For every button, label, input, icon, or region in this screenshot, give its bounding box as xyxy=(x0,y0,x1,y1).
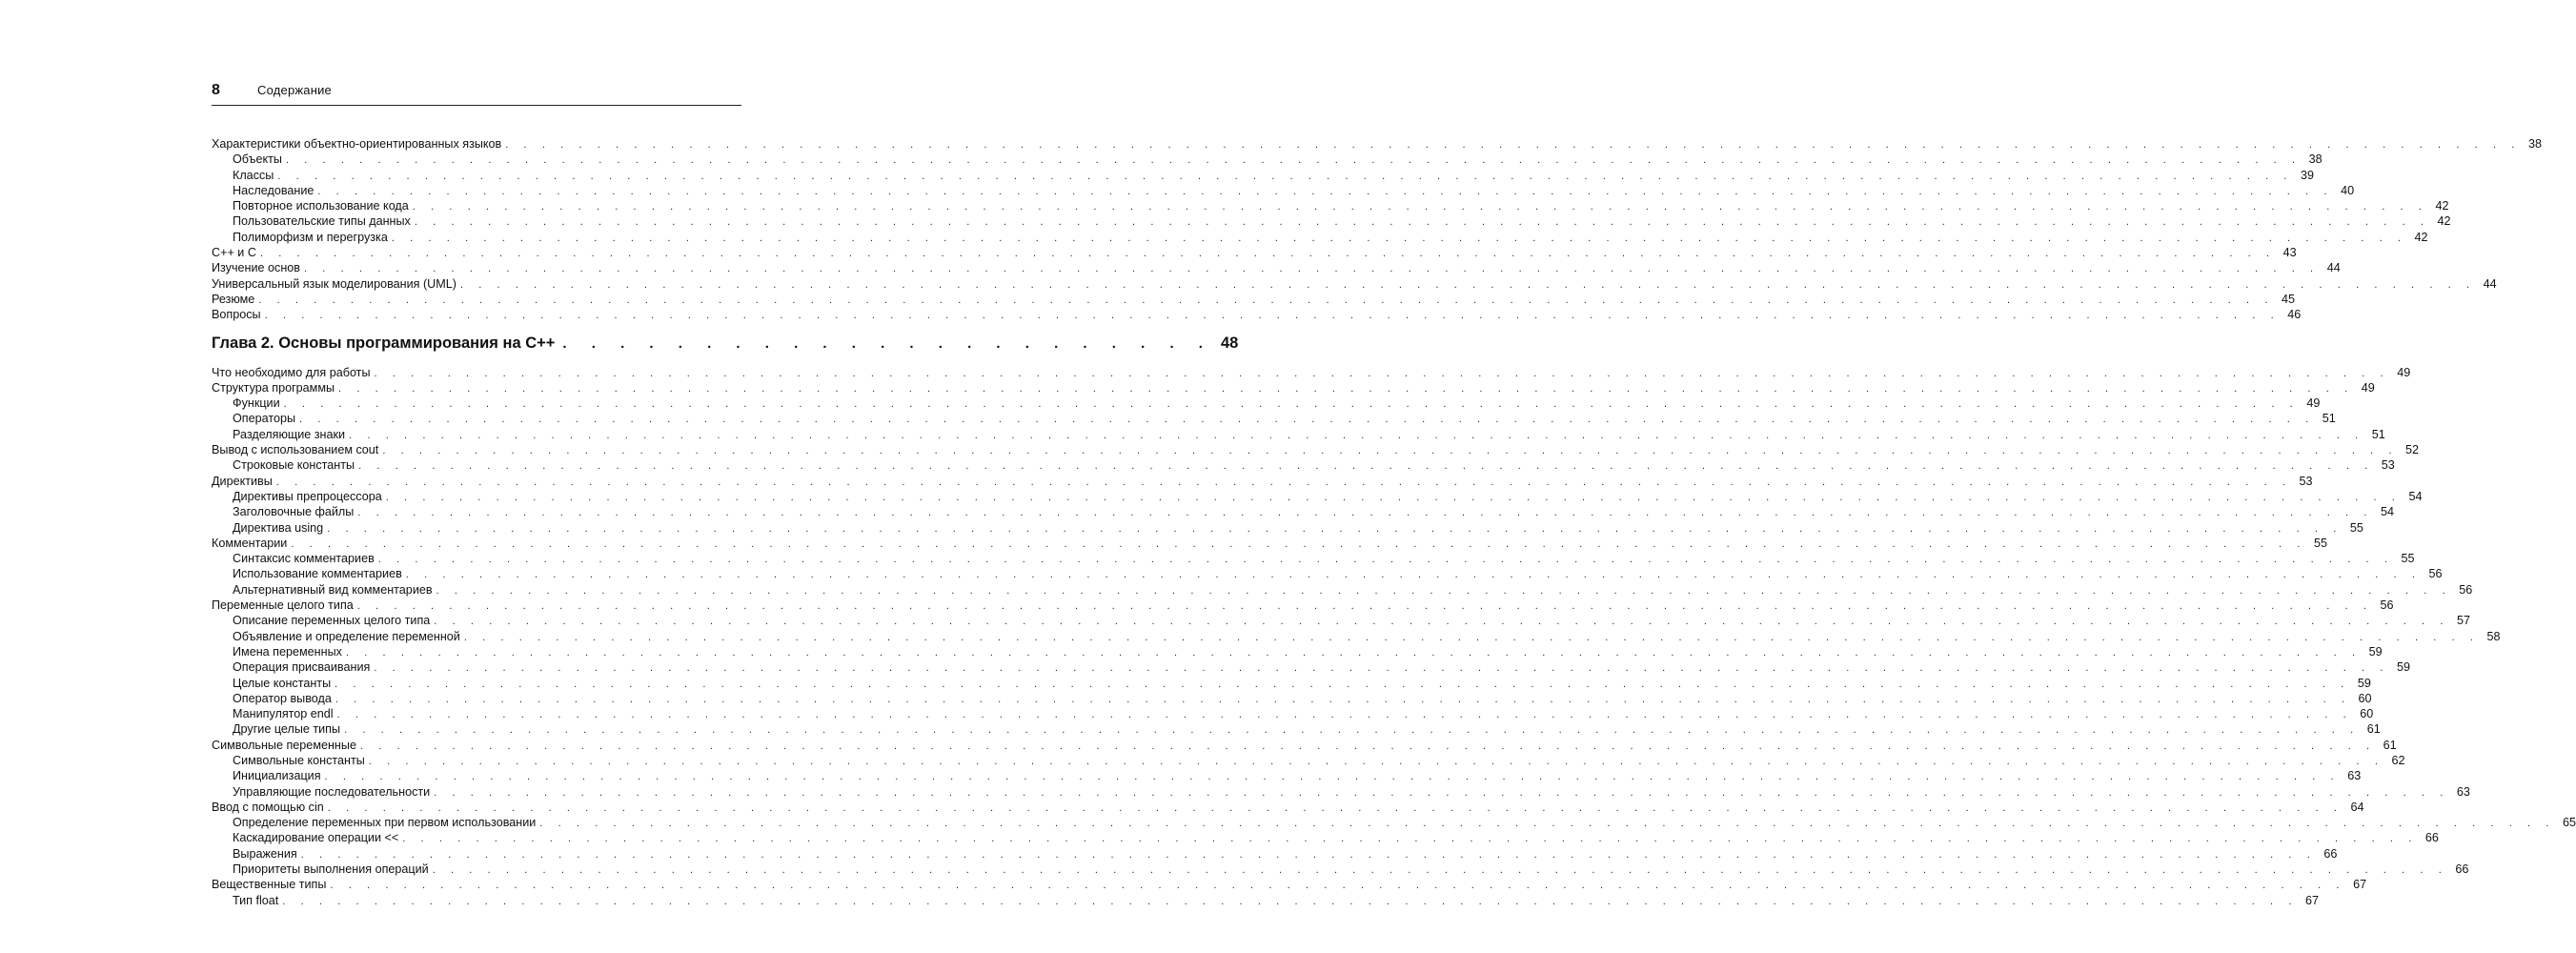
toc-entry xyxy=(212,784,2470,800)
toc-entry-label: Символьные переменные xyxy=(212,738,356,752)
toc-entry-page: 49 xyxy=(2397,365,2411,379)
toc-entry xyxy=(212,380,2375,395)
toc-entry-label: Структура программы xyxy=(212,380,335,395)
toc-entry-label: С++ и С xyxy=(212,246,256,260)
toc-entry-page: 56 xyxy=(2459,582,2473,597)
toc-leader-dots: . . . . . . . . . . . . . . . . . . . . . . . . . . . . . . . . . . . . . . . . . . . . . . . . . . . . . . . . . . . . . . . . . . . . . . . . . . . . . . . . . . . . . . . . . . . . . . . . . . . . . . . . . . . . . . xyxy=(432,864,2448,877)
toc-entry-page: 66 xyxy=(2455,862,2469,877)
toc-entry xyxy=(212,862,2469,877)
toc-entry-label: Ввод с помощью cin xyxy=(212,800,324,814)
toc-entry-page: 42 xyxy=(2435,199,2449,213)
toc-entry xyxy=(212,815,2576,830)
toc-leader-dots: . . . . . . . . . . . . . . . . . . . . . . . . . . . . . . . . . . . . . . . . . . . . . . . . . . . . . . . . . . . . . . . . . . . . . . . . . . . . . . . . . . . . . . . . . . . . . . . . . . . . . . . . . . . . . . xyxy=(277,170,2294,182)
running-title: Содержание xyxy=(257,83,332,97)
toc-entry-label: Объекты xyxy=(233,152,282,167)
toc-entry xyxy=(212,536,2328,551)
toc-entry-page: 44 xyxy=(2483,276,2497,291)
toc-entry-page: 38 xyxy=(2308,152,2322,167)
toc-entry-label: Комментарии xyxy=(212,536,288,550)
toc-section-after xyxy=(212,365,2576,908)
toc-leader-dots: . . . . . . . . . . . . . . . . . . . . . . . . . . . . . . . . . . . . . . . . . . . . . . . . . . . . . . . . . . . . . . . . . . . . . . . . . . . . . . . . . . . . . . . . . . . . . . . . . . . . . . . . . . . . . . xyxy=(291,537,2307,550)
toc-entry-page: 44 xyxy=(2326,261,2341,275)
toc-entry xyxy=(212,659,2411,675)
toc-entry xyxy=(212,721,2381,737)
toc-entry-label: Управляющие последовательности xyxy=(233,784,431,799)
toc-entry-label: Изучение основ xyxy=(212,261,300,275)
toc-entry-page: 62 xyxy=(2391,753,2405,767)
toc-entry-page: 59 xyxy=(2368,644,2383,659)
toc-entry xyxy=(212,566,2443,581)
toc-leader-dots: . . . . . . . . . . . . . . . . . . . . . . . . . . . . . . . . . . . . . . . . . . . . . . . . . . . . . . . . . . . . . . . . . . . . . . . . . . . . . . . . . . . . . . . . . . . . . . . . . . . . . . . . . . . . . . xyxy=(264,310,2281,322)
toc-entry xyxy=(212,230,2428,245)
chapter-heading xyxy=(212,334,1239,355)
toc-entry-label: Целые константы xyxy=(233,676,332,690)
toc-entry-label: Строковые константы xyxy=(233,458,355,473)
toc-entry-label: Каскадирование операции << xyxy=(233,831,399,845)
toc-entry xyxy=(212,276,2497,292)
toc-entry xyxy=(212,768,2362,783)
toc-entry xyxy=(212,260,2341,275)
toc-entry-page: 66 xyxy=(2424,831,2439,845)
toc-entry xyxy=(212,168,2315,183)
toc-entry-label: Определение переменных при первом использовании xyxy=(233,816,537,830)
toc-leader-dots: . . . . . . . . . . . . . . . . . . . . . . . . . . . . . . . . . . . . . . . . . . . . . . . . . . . . . . . . . . . . . . . . . . . . . . . . . . . . . . . . . . . . . . . . . . . . . . . . . . . . . . . . . . . . . . xyxy=(357,507,2373,519)
toc-leader-dots: . . . . . . . . . . . . . . . . . . . . . . . . . . . . . . . . . . . . . . . . . . . . . . . . . . . . . . . . . . . . . . . . . . . . . . . . . . . . . . . . . . . . . . . . . . . . . . . . . . . . . . . . . . . . . . xyxy=(463,631,2480,643)
toc-entry-page: 51 xyxy=(2371,427,2385,441)
toc-entry xyxy=(212,582,2473,598)
toc-entry-label: Универсальный язык моделирования (UML) xyxy=(212,276,456,291)
toc-entry-label: Операторы xyxy=(233,412,296,426)
toc-entry-page: 64 xyxy=(2350,800,2364,814)
toc-entry-label: Выражения xyxy=(233,846,297,861)
toc-leader-dots: . . . . . . . . . . . . . . . . . . . . . . . . . . . . . . . . . . . . . . . . . . . . . . . . . . . . . . . . . . . . . . . . . . . . . . . . . . . . . . . . . . . . . . . . . . . . . . . . . . . . . . . . . . . . . . xyxy=(436,584,2452,597)
table-of-contents xyxy=(212,136,2576,908)
toc-entry-page: 61 xyxy=(2366,722,2381,737)
toc-entry xyxy=(212,738,2397,753)
toc-entry-label: Заголовочные файлы xyxy=(233,505,355,519)
toc-entry-page: 39 xyxy=(2301,168,2315,182)
toc-entry-page: 55 xyxy=(2314,536,2328,550)
toc-entry-page: 59 xyxy=(2397,660,2411,675)
toc-entry xyxy=(212,629,2501,644)
book-page xyxy=(212,82,2576,908)
toc-leader-dots: . . . . . . . . . . . . . . . . . . . . . . . . . . . . . . . . . . . . . . . . . . . . . . . . . . . . . . . . . . . . . . . . . . . . . . . . . . . . . . . . . . . . . . . . . . . . . . . . . . . . . . . . . . . . . . xyxy=(385,491,2402,503)
toc-leader-dots: . . . . . . . . . . . . . . . . . . . . . . . . . . . . . . . . . . . . . . . . . . . . . . . . . . . . . . . . . . . . . . . . . . . . . . . . . . . . . . . . . . . . . . . . . . . . . . . . . . . . . . . . . . . . . . xyxy=(414,216,2430,229)
toc-entry-page: 46 xyxy=(2287,308,2302,322)
toc-entry-page: 58 xyxy=(2486,629,2501,643)
toc-entry-page: 60 xyxy=(2358,691,2372,705)
toc-entry xyxy=(212,474,2313,489)
toc-leader-dots: . . . . . . . . . . . . . . . . . . . . . . . . . . . . . . . . . . . . . . . . . . . . . . . . . . . . . . . . . . . . . . . . . . . . . . . . . . . . . . . . . . . . . . . . . . . . . . . . . . . . . . . . . . . . . . xyxy=(327,522,2343,535)
toc-entry-label: Резюме xyxy=(212,292,255,306)
toc-entry xyxy=(212,504,2394,519)
toc-entry-page: 61 xyxy=(2383,738,2397,752)
toc-entry-label: Использование комментариев xyxy=(233,567,402,581)
toc-entry-page: 45 xyxy=(2282,292,2296,306)
toc-entry-page: 54 xyxy=(2408,489,2423,503)
toc-entry xyxy=(212,198,2449,213)
toc-entry-label: Директивы препроцессора xyxy=(233,489,382,503)
toc-entry xyxy=(212,457,2395,473)
toc-entry-page: 56 xyxy=(2380,598,2394,613)
toc-entry xyxy=(212,893,2319,908)
chapter-leader: . . . . . . . . . . . . . . . . . . . . . . . xyxy=(562,335,1213,352)
toc-entry-page: 38 xyxy=(2527,137,2542,151)
toc-entry xyxy=(212,213,2451,229)
toc-entry-label: Характеристики объектно-ориентированных языков xyxy=(212,137,502,151)
toc-entry-label: Вопросы xyxy=(212,308,261,322)
toc-leader-dots: . . . . . . . . . . . . . . . . . . . . . . . . . . . . . . . . . . . . . . . . . . . . . . . . . . . . . . . . . . . . . . . . . . . . . . . . . . . . . . . . . . . . . . . . . . . . . . . . . . . . . . . . . . . . . . xyxy=(359,740,2376,752)
toc-leader-dots: . . . . . . . . . . . . . . . . . . . . . . . . . . . . . . . . . . . . . . . . . . . . . . . . . . . . . . . . . . . . . . . . . . . . . . . . . . . . . . . . . . . . . . . . . . . . . . . . . . . . . . . . . . . . . . xyxy=(283,398,2300,411)
toc-entry-page: 63 xyxy=(2456,784,2470,799)
toc-entry-page: 56 xyxy=(2428,567,2443,581)
toc-entry-label: Объявление и определение переменной xyxy=(233,629,460,643)
toc-entry-page: 54 xyxy=(2380,505,2394,519)
toc-entry-label: Оператор вывода xyxy=(233,691,332,705)
toc-leader-dots: . . . . . . . . . . . . . . . . . . . . . . . . . . . . . . . . . . . . . . . . . . . . . . . . . . . . . . . . . . . . . . . . . . . . . . . . . . . . . . . . . . . . . . . . . . . . . . . . . . . . . . . . . . . . . . xyxy=(402,833,2418,845)
toc-entry-label: Тип float xyxy=(233,893,279,907)
toc-entry xyxy=(212,442,2420,457)
toc-leader-dots: . . . . . . . . . . . . . . . . . . . . . . . . . . . . . . . . . . . . . . . . . . . . . . . . . . . . . . . . . . . . . . . . . . . . . . . . . . . . . . . . . . . . . . . . . . . . . . . . . . . . . . . . . . . . . . xyxy=(412,201,2428,213)
toc-entry-page: 66 xyxy=(2323,846,2338,861)
toc-entry xyxy=(212,489,2423,504)
toc-entry-label: Директивы xyxy=(212,474,273,488)
toc-entry-page: 60 xyxy=(2360,707,2374,721)
toc-leader-dots: . . . . . . . . . . . . . . . . . . . . . . . . . . . . . . . . . . . . . . . . . . . . . . . . . . . . . . . . . . . . . . . . . . . . . . . . . . . . . . . . . . . . . . . . . . . . . . . . . . . . . . . . . . . . . . xyxy=(324,771,2341,783)
toc-leader-dots: . . . . . . . . . . . . . . . . . . . . . . . . . . . . . . . . . . . . . . . . . . . . . . . . . . . . . . . . . . . . . . . . . . . . . . . . . . . . . . . . . . . . . . . . . . . . . . . . . . . . . . . . . . . . . . xyxy=(539,818,2555,830)
toc-leader-dots: . . . . . . . . . . . . . . . . . . . . . . . . . . . . . . . . . . . . . . . . . . . . . . . . . . . . . . . . . . . . . . . . . . . . . . . . . . . . . . . . . . . . . . . . . . . . . . . . . . . . . . . . . . . . . . xyxy=(405,569,2422,581)
toc-entry-label: Операция присваивания xyxy=(233,660,371,675)
toc-entry-page: 65 xyxy=(2562,816,2576,830)
toc-entry-label: Переменные целого типа xyxy=(212,598,354,613)
toc-entry xyxy=(212,551,2415,566)
toc-entry xyxy=(212,183,2355,198)
toc-entry-page: 63 xyxy=(2347,769,2362,783)
toc-entry-page: 67 xyxy=(2304,893,2319,907)
toc-entry-label: Инициализация xyxy=(233,769,321,783)
toc-entry-label: Символьные константы xyxy=(233,753,365,767)
toc-entry xyxy=(212,800,2364,815)
toc-entry-page: 59 xyxy=(2357,676,2371,690)
toc-entry-label: Приоритеты выполнения операций xyxy=(233,862,429,877)
toc-leader-dots: . . . . . . . . . . . . . . . . . . . . . . . . . . . . . . . . . . . . . . . . . . . . . . . . . . . . . . . . . . . . . . . . . . . . . . . . . . . . . . . . . . . . . . . . . . . . . . . . . . . . . . . . . . . . . . xyxy=(344,724,2360,737)
toc-entry-page: 53 xyxy=(2381,458,2395,473)
toc-leader-dots: . . . . . . . . . . . . . . . . . . . . . . . . . . . . . . . . . . . . . . . . . . . . . . . . . . . . . . . . . . . . . . . . . . . . . . . . . . . . . . . . . . . . . . . . . . . . . . . . . . . . . . . . . . . . . . xyxy=(358,460,2374,473)
toc-entry xyxy=(212,520,2363,536)
toc-entry-label: Синтаксис комментариев xyxy=(233,552,375,566)
toc-entry xyxy=(212,152,2322,167)
toc-entry-page: 67 xyxy=(2353,878,2367,892)
toc-leader-dots: . . . . . . . . . . . . . . . . . . . . . . . . . . . . . . . . . . . . . . . . . . . . . . . . . . . . . . . . . . . . . . . . . . . . . . . . . . . . . . . . . . . . . . . . . . . . . . . . . . . . . . . . . . . . . . xyxy=(374,367,2390,379)
toc-leader-dots: . . . . . . . . . . . . . . . . . . . . . . . . . . . . . . . . . . . . . . . . . . . . . . . . . . . . . . . . . . . . . . . . . . . . . . . . . . . . . . . . . . . . . . . . . . . . . . . . . . . . . . . . . . . . . . xyxy=(391,232,2407,244)
toc-entry-label: Пользовательские типы данных xyxy=(233,214,411,229)
toc-entry xyxy=(212,292,2296,307)
toc-leader-dots: . . . . . . . . . . . . . . . . . . . . . . . . . . . . . . . . . . . . . . . . . . . . . . . . . . . . . . . . . . . . . . . . . . . . . . . . . . . . . . . . . . . . . . . . . . . . . . . . . . . . . . . . . . . . . . xyxy=(368,755,2384,767)
toc-entry xyxy=(212,427,2385,442)
toc-entry xyxy=(212,411,2336,426)
toc-leader-dots: . . . . . . . . . . . . . . . . . . . . . . . . . . . . . . . . . . . . . . . . . . . . . . . . . . . . . . . . . . . . . . . . . . . . . . . . . . . . . . . . . . . . . . . . . . . . . . . . . . . . . . . . . . . . . . xyxy=(459,278,2476,291)
toc-leader-dots: . . . . . . . . . . . . . . . . . . . . . . . . . . . . . . . . . . . . . . . . . . . . . . . . . . . . . . . . . . . . . . . . . . . . . . . . . . . . . . . . . . . . . . . . . . . . . . . . . . . . . . . . . . . . . . xyxy=(299,414,2315,426)
toc-entry-label: Что необходимо для работы xyxy=(212,365,371,379)
toc-entry-page: 40 xyxy=(2341,183,2355,197)
toc-entry xyxy=(212,706,2374,721)
toc-entry-label: Наследование xyxy=(233,183,314,197)
toc-leader-dots: . . . . . . . . . . . . . . . . . . . . . . . . . . . . . . . . . . . . . . . . . . . . . . . . . . . . . . . . . . . . . . . . . . . . . . . . . . . . . . . . . . . . . . . . . . . . . . . . . . . . . . . . . . . . . . xyxy=(374,662,2390,675)
toc-entry-page: 51 xyxy=(2322,412,2336,426)
toc-entry-label: Функции xyxy=(233,396,280,411)
toc-leader-dots: . . . . . . . . . . . . . . . . . . . . . . . . . . . . . . . . . . . . . . . . . . . . . . . . . . . . . . . . . . . . . . . . . . . . . . . . . . . . . . . . . . . . . . . . . . . . . . . . . . . . . . . . . . . . . . xyxy=(377,554,2394,566)
toc-leader-dots: . . . . . . . . . . . . . . . . . . . . . . . . . . . . . . . . . . . . . . . . . . . . . . . . . . . . . . . . . . . . . . . . . . . . . . . . . . . . . . . . . . . . . . . . . . . . . . . . . . . . . . . . . . . . . . xyxy=(259,248,2276,260)
toc-entry xyxy=(212,644,2383,659)
toc-entry xyxy=(212,691,2372,706)
toc-leader-dots: . . . . . . . . . . . . . . . . . . . . . . . . . . . . . . . . . . . . . . . . . . . . . . . . . . . . . . . . . . . . . . . . . . . . . . . . . . . . . . . . . . . . . . . . . . . . . . . . . . . . . . . . . . . . . . xyxy=(282,895,2298,907)
toc-entry-page: 57 xyxy=(2456,614,2470,628)
toc-leader-dots: . . . . . . . . . . . . . . . . . . . . . . . . . . . . . . . . . . . . . . . . . . . . . . . . . . . . . . . . . . . . . . . . . . . . . . . . . . . . . . . . . . . . . . . . . . . . . . . . . . . . . . . . . . . . . . xyxy=(300,848,2317,861)
toc-leader-dots: . . . . . . . . . . . . . . . . . . . . . . . . . . . . . . . . . . . . . . . . . . . . . . . . . . . . . . . . . . . . . . . . . . . . . . . . . . . . . . . . . . . . . . . . . . . . . . . . . . . . . . . . . . . . . . xyxy=(349,429,2364,441)
toc-entry-label: Другие целые типы xyxy=(233,722,341,737)
toc-entry-label: Директива using xyxy=(233,520,324,535)
toc-entry xyxy=(212,676,2371,691)
toc-entry-label: Разделяющие знаки xyxy=(233,427,346,441)
toc-entry-page: 55 xyxy=(2401,552,2415,566)
running-header xyxy=(212,82,741,106)
toc-entry-page: 55 xyxy=(2349,520,2363,535)
toc-entry-page: 49 xyxy=(2361,380,2375,395)
toc-entry-page: 49 xyxy=(2306,396,2321,411)
toc-entry-page: 53 xyxy=(2299,474,2313,488)
chapter-page: 48 xyxy=(1220,334,1239,352)
toc-entry xyxy=(212,753,2405,768)
toc-leader-dots: . . . . . . . . . . . . . . . . . . . . . . . . . . . . . . . . . . . . . . . . . . . . . . . . . . . . . . . . . . . . . . . . . . . . . . . . . . . . . . . . . . . . . . . . . . . . . . . . . . . . . . . . . . . . . . xyxy=(356,600,2373,613)
toc-leader-dots: . . . . . . . . . . . . . . . . . . . . . . . . . . . . . . . . . . . . . . . . . . . . . . . . . . . . . . . . . . . . . . . . . . . . . . . . . . . . . . . . . . . . . . . . . . . . . . . . . . . . . . . . . . . . . . xyxy=(335,693,2351,705)
toc-entry-page: 42 xyxy=(2414,230,2428,244)
toc-leader-dots: . . . . . . . . . . . . . . . . . . . . . . . . . . . . . . . . . . . . . . . . . . . . . . . . . . . . . . . . . . . . . . . . . . . . . . . . . . . . . . . . . . . . . . . . . . . . . . . . . . . . . . . . . . . . . . xyxy=(327,801,2343,814)
toc-entry xyxy=(212,877,2367,892)
toc-leader-dots: . . . . . . . . . . . . . . . . . . . . . . . . . . . . . . . . . . . . . . . . . . . . . . . . . . . . . . . . . . . . . . . . . . . . . . . . . . . . . . . . . . . . . . . . . . . . . . . . . . . . . . . . . . . . . . xyxy=(434,616,2449,628)
toc-entry xyxy=(212,307,2302,322)
toc-entry xyxy=(212,365,2411,380)
toc-leader-dots: . . . . . . . . . . . . . . . . . . . . . . . . . . . . . . . . . . . . . . . . . . . . . . . . . . . . . . . . . . . . . . . . . . . . . . . . . . . . . . . . . . . . . . . . . . . . . . . . . . . . . . . . . . . . . . xyxy=(258,294,2275,306)
toc-entry-label: Имена переменных xyxy=(233,644,342,659)
toc-leader-dots: . . . . . . . . . . . . . . . . . . . . . . . . . . . . . . . . . . . . . . . . . . . . . . . . . . . . . . . . . . . . . . . . . . . . . . . . . . . . . . . . . . . . . . . . . . . . . . . . . . . . . . . . . . . . . . xyxy=(382,445,2399,457)
toc-leader-dots: . . . . . . . . . . . . . . . . . . . . . . . . . . . . . . . . . . . . . . . . . . . . . . . . . . . . . . . . . . . . . . . . . . . . . . . . . . . . . . . . . . . . . . . . . . . . . . . . . . . . . . . . . . . . . . xyxy=(304,263,2320,275)
chapter-title: Глава 2. Основы программирования на С++ xyxy=(212,334,556,352)
toc-entry-label: Классы xyxy=(233,168,274,182)
toc-entry-label: Вещественные типы xyxy=(212,878,327,892)
toc-entry-label: Полиморфизм и перегрузка xyxy=(233,230,388,244)
page-number: 8 xyxy=(212,82,220,98)
toc-entry xyxy=(212,613,2470,628)
toc-entry-label: Манипулятор endl xyxy=(233,707,334,721)
toc-entry-page: 52 xyxy=(2405,443,2420,457)
toc-leader-dots: . . . . . . . . . . . . . . . . . . . . . . . . . . . . . . . . . . . . . . . . . . . . . . . . . . . . . . . . . . . . . . . . . . . . . . . . . . . . . . . . . . . . . . . . . . . . . . . . . . . . . . . . . . . . . . xyxy=(505,139,2521,151)
toc-entry-page: 43 xyxy=(2282,246,2297,260)
toc-entry-label: Альтернативный вид комментариев xyxy=(233,582,433,597)
toc-entry xyxy=(212,136,2542,152)
toc-entry xyxy=(212,245,2297,260)
toc-entry-label: Повторное использование кода xyxy=(233,199,409,213)
toc-entry xyxy=(212,830,2439,845)
toc-leader-dots: . . . . . . . . . . . . . . . . . . . . . . . . . . . . . . . . . . . . . . . . . . . . . . . . . . . . . . . . . . . . . . . . . . . . . . . . . . . . . . . . . . . . . . . . . . . . . . . . . . . . . . . . . . . . . . xyxy=(330,880,2346,892)
toc-section-before xyxy=(212,136,2542,323)
toc-entry-page: 42 xyxy=(2437,214,2451,229)
toc-entry xyxy=(212,846,2338,862)
toc-leader-dots: . . . . . . . . . . . . . . . . . . . . . . . . . . . . . . . . . . . . . . . . . . . . . . . . . . . . . . . . . . . . . . . . . . . . . . . . . . . . . . . . . . . . . . . . . . . . . . . . . . . . . . . . . . . . . . xyxy=(434,786,2449,799)
toc-entry xyxy=(212,395,2321,411)
toc-leader-dots: . . . . . . . . . . . . . . . . . . . . . . . . . . . . . . . . . . . . . . . . . . . . . . . . . . . . . . . . . . . . . . . . . . . . . . . . . . . . . . . . . . . . . . . . . . . . . . . . . . . . . . . . . . . . . . xyxy=(338,382,2354,395)
toc-leader-dots: . . . . . . . . . . . . . . . . . . . . . . . . . . . . . . . . . . . . . . . . . . . . . . . . . . . . . . . . . . . . . . . . . . . . . . . . . . . . . . . . . . . . . . . . . . . . . . . . . . . . . . . . . . . . . . xyxy=(336,709,2353,721)
toc-leader-dots: . . . . . . . . . . . . . . . . . . . . . . . . . . . . . . . . . . . . . . . . . . . . . . . . . . . . . . . . . . . . . . . . . . . . . . . . . . . . . . . . . . . . . . . . . . . . . . . . . . . . . . . . . . . . . . xyxy=(335,678,2350,690)
toc-leader-dots: . . . . . . . . . . . . . . . . . . . . . . . . . . . . . . . . . . . . . . . . . . . . . . . . . . . . . . . . . . . . . . . . . . . . . . . . . . . . . . . . . . . . . . . . . . . . . . . . . . . . . . . . . . . . . . xyxy=(275,476,2292,488)
toc-entry-label: Вывод с использованием cout xyxy=(212,443,379,457)
toc-entry xyxy=(212,598,2394,613)
toc-entry-label: Описание переменных целого типа xyxy=(233,614,431,628)
toc-leader-dots: . . . . . . . . . . . . . . . . . . . . . . . . . . . . . . . . . . . . . . . . . . . . . . . . . . . . . . . . . . . . . . . . . . . . . . . . . . . . . . . . . . . . . . . . . . . . . . . . . . . . . . . . . . . . . . xyxy=(345,646,2362,659)
toc-leader-dots: . . . . . . . . . . . . . . . . . . . . . . . . . . . . . . . . . . . . . . . . . . . . . . . . . . . . . . . . . . . . . . . . . . . . . . . . . . . . . . . . . . . . . . . . . . . . . . . . . . . . . . . . . . . . . . xyxy=(285,154,2302,167)
toc-leader-dots: . . . . . . . . . . . . . . . . . . . . . . . . . . . . . . . . . . . . . . . . . . . . . . . . . . . . . . . . . . . . . . . . . . . . . . . . . . . . . . . . . . . . . . . . . . . . . . . . . . . . . . . . . . . . . . xyxy=(317,185,2334,197)
